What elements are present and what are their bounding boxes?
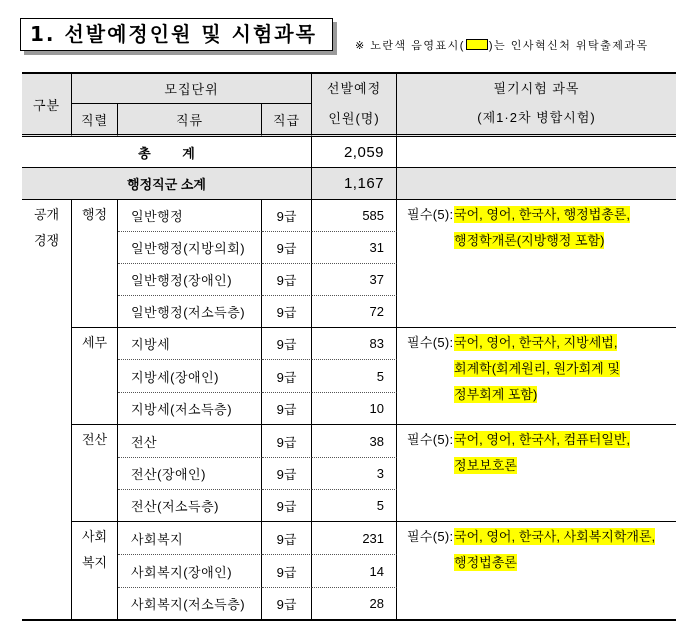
grade-cell: 9급 (262, 490, 312, 522)
subject-line: 정보보호론 (454, 458, 517, 473)
count-cell: 14 (312, 555, 397, 588)
category-line: 공개 (33, 207, 60, 222)
series-label: 행정 (81, 207, 108, 222)
series-label: 세무 (81, 335, 108, 350)
grade-cell: 9급 (262, 393, 312, 425)
grade-cell: 9급 (262, 360, 312, 393)
header-category: 구분 (22, 72, 72, 137)
total-empty (397, 137, 676, 168)
header-series: 직렬 (72, 104, 118, 137)
subject-line: 회계학(회계원리, 원가회계 및 (454, 361, 620, 376)
note-text-after: )는 인사혁신처 위탁출제과목 (488, 40, 649, 52)
count-cell: 31 (312, 232, 397, 264)
count-cell: 37 (312, 264, 397, 296)
total-row (22, 137, 676, 168)
table-row (22, 522, 676, 555)
subject-line: 국어, 영어, 한국사, 지방세법, (454, 335, 618, 350)
subject-line: 행정법총론 (454, 555, 517, 570)
subject-cell (397, 425, 676, 522)
header-subjects-line: (제1·2차 병합시험) (477, 110, 596, 125)
highlight-swatch (466, 39, 488, 50)
count-cell: 5 (312, 360, 397, 393)
grade-cell: 9급 (262, 522, 312, 555)
count-cell: 83 (312, 328, 397, 360)
stream-cell: 일반행정(지방의회) (118, 232, 262, 264)
recruitment-table (22, 72, 676, 621)
count-cell: 72 (312, 296, 397, 328)
required-label: 필수(5): (407, 207, 454, 222)
grade-cell: 9급 (262, 588, 312, 621)
stream-cell: 지방세(저소득층) (118, 393, 262, 425)
count-cell: 231 (312, 522, 397, 555)
subject-cell (397, 200, 676, 328)
grade-cell: 9급 (262, 296, 312, 328)
highlight-note (355, 39, 649, 53)
count-cell: 585 (312, 200, 397, 232)
header-count-line: 선발예정 (326, 81, 382, 96)
stream-cell: 사회복지(장애인) (118, 555, 262, 588)
series-cell (72, 425, 118, 522)
count-cell: 28 (312, 588, 397, 621)
header-subjects (397, 72, 676, 137)
subject-cell (397, 522, 676, 621)
count-cell: 10 (312, 393, 397, 425)
subject-line: 국어, 영어, 한국사, 컴퓨터일반, (454, 432, 630, 447)
table-row (22, 425, 676, 458)
stream-cell: 사회복지(저소득층) (118, 588, 262, 621)
total-label (22, 137, 312, 168)
header-row (22, 72, 676, 104)
grade-cell: 9급 (262, 264, 312, 296)
stream-cell: 전산(장애인) (118, 458, 262, 490)
subject-cell (397, 328, 676, 425)
stream-cell: 일반행정(저소득층) (118, 296, 262, 328)
series-cell (72, 200, 118, 328)
required-label: 필수(5): (407, 335, 454, 350)
series-cell (72, 328, 118, 425)
category-cell (22, 200, 72, 621)
subtotal-label: 행정직군 소계 (22, 168, 312, 200)
count-cell: 5 (312, 490, 397, 522)
stream-cell: 전산(저소득층) (118, 490, 262, 522)
header-stream: 직류 (118, 104, 262, 137)
subtotal-count (312, 168, 397, 200)
subject-line: 정부회계 포함) (454, 387, 538, 402)
subject-line: 국어, 영어, 한국사, 사회복지학개론, (454, 529, 656, 544)
grade-cell: 9급 (262, 458, 312, 490)
series-label: 복지 (81, 555, 108, 570)
series-label: 전산 (81, 432, 108, 447)
count-cell: 3 (312, 458, 397, 490)
stream-cell: 일반행정 (118, 200, 262, 232)
header-count (312, 72, 397, 137)
grade-cell: 9급 (262, 328, 312, 360)
section-title-box (20, 18, 333, 51)
stream-cell: 사회복지 (118, 522, 262, 555)
stream-cell: 전산 (118, 425, 262, 458)
required-label: 필수(5): (407, 432, 454, 447)
header-unit: 모집단위 (72, 72, 312, 104)
subtotal-empty (397, 168, 676, 200)
grade-cell: 9급 (262, 425, 312, 458)
grade-cell: 9급 (262, 555, 312, 588)
grade-cell: 9급 (262, 232, 312, 264)
subtotal-count-value: 1,167 (343, 175, 385, 192)
section-title: 1. 선발예정인원 및 시험과목 (30, 22, 317, 46)
total-label-text: 총 계 (138, 145, 195, 161)
category-line: 경쟁 (33, 233, 60, 248)
subtotal-row (22, 168, 676, 200)
stream-cell: 지방세 (118, 328, 262, 360)
note-text-before: ※ 노란색 음영표시( (355, 40, 465, 52)
series-label: 사회 (81, 529, 108, 544)
required-label: 필수(5): (407, 529, 454, 544)
stream-cell: 일반행정(장애인) (118, 264, 262, 296)
subject-line: 국어, 영어, 한국사, 행정법총론, (454, 207, 630, 222)
total-count-value: 2,059 (343, 143, 385, 161)
stream-cell: 지방세(장애인) (118, 360, 262, 393)
total-count (312, 137, 397, 168)
series-cell (72, 522, 118, 621)
count-cell: 38 (312, 425, 397, 458)
header-subjects-line: 필기시험 과목 (493, 81, 580, 96)
table-row (22, 200, 676, 232)
header-count-line: 인원(명) (328, 111, 380, 126)
subject-line: 행정학개론(지방행정 포함) (454, 233, 605, 248)
table-row (22, 328, 676, 360)
grade-cell: 9급 (262, 200, 312, 232)
header-grade: 직급 (262, 104, 312, 137)
